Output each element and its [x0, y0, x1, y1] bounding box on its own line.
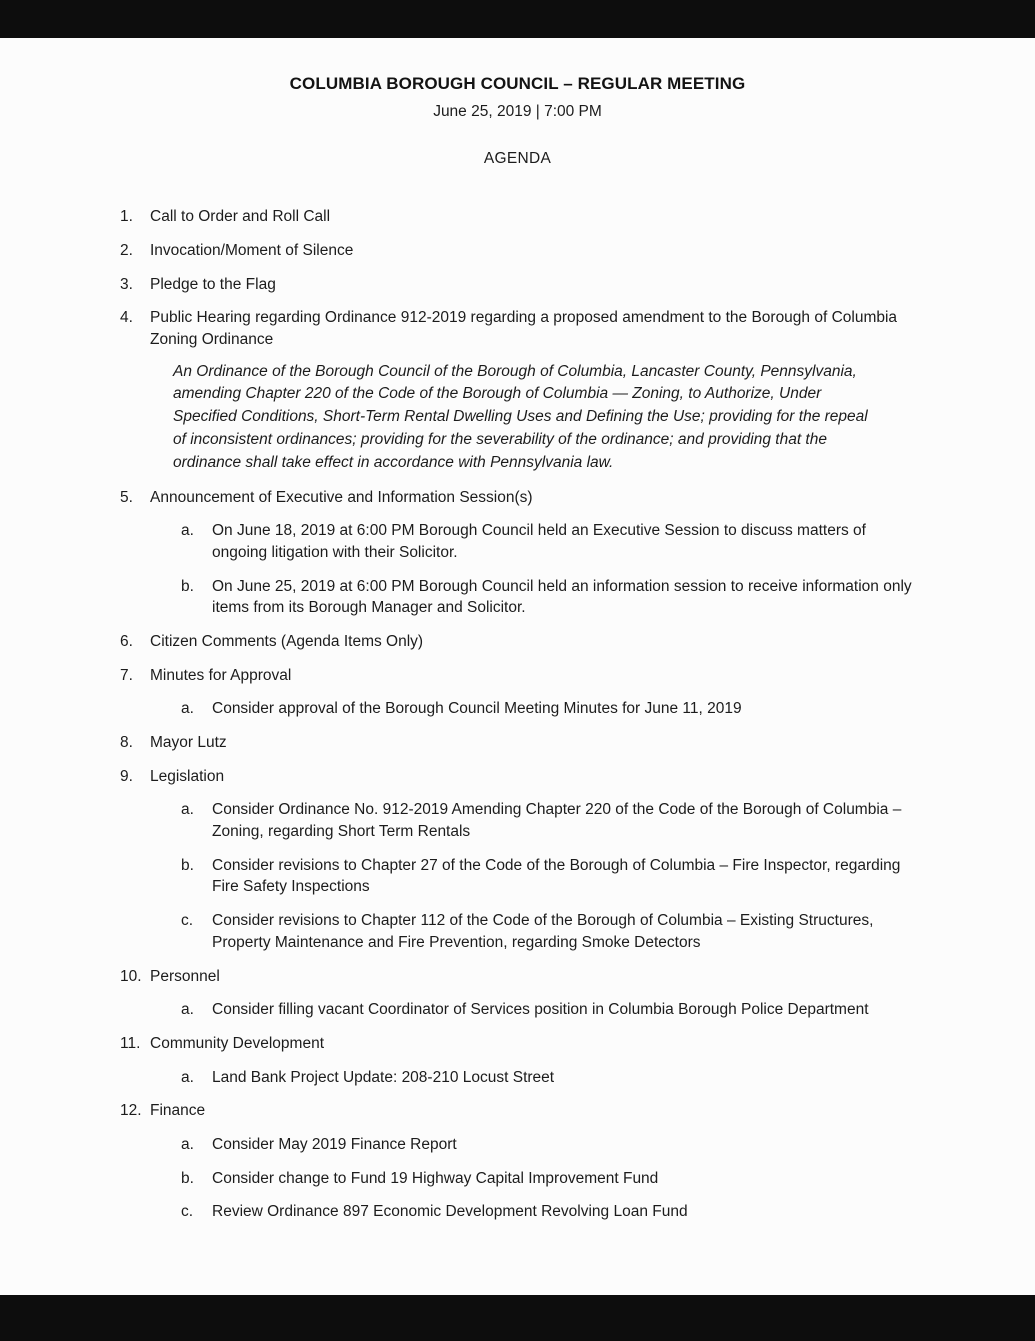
agenda-item [120, 487, 915, 619]
subitem-letter: a. [181, 1135, 194, 1153]
agenda-item [120, 240, 915, 262]
item-text: Announcement of Executive and Information Session(s) [150, 488, 533, 506]
item-text: Citizen Comments (Agenda Items Only) [150, 632, 424, 650]
subitem-letter: b. [181, 856, 194, 874]
item-number: 3. [120, 275, 133, 293]
document-title: COLUMBIA BOROUGH COUNCIL – REGULAR MEETING [289, 74, 746, 93]
item-text: Pledge to the Flag [150, 275, 276, 293]
subitem-text: Land Bank Project Update: 208-210 Locust Street [212, 1068, 555, 1086]
item-text: Mayor Lutz [150, 734, 227, 752]
item-text: Public Hearing regarding Ordinance 912-2019 regarding a proposed amendment to the Borough of Columbia Zoning Ordinance [150, 309, 898, 348]
subitem-letter: b. [181, 1169, 194, 1187]
item-text: Invocation/Moment of Silence [150, 241, 354, 259]
item-text: Legislation [150, 767, 225, 785]
agenda-subitem [181, 520, 915, 563]
item-number: 1. [120, 208, 133, 226]
agenda-subitem [181, 999, 915, 1021]
subitem-letter: b. [181, 577, 194, 595]
item-number: 8. [120, 734, 133, 752]
subitem-text: On June 25, 2019 at 6:00 PM Borough Council held an information session to receive information only items from its Borough Manager and Solicitor. [212, 577, 912, 617]
agenda-subitem [181, 1134, 915, 1156]
agenda-heading: AGENDA [483, 150, 552, 168]
subitem-letter: c. [181, 1203, 194, 1221]
item-text: Finance [150, 1102, 206, 1120]
subitem-letter: c. [181, 912, 194, 930]
item-number: 4. [120, 309, 133, 327]
subitem-letter: a. [181, 1001, 194, 1019]
subitem-letter: a. [181, 700, 194, 718]
item-number: 12. [120, 1102, 142, 1120]
item-number: 10. [120, 967, 142, 985]
item-number: 6. [120, 632, 133, 650]
top-letterbox [0, 0, 1035, 38]
agenda-item [120, 766, 915, 954]
subitem-text: Review Ordinance 897 Economic Development Revolving Loan Fund [212, 1203, 688, 1221]
document-page [0, 38, 1035, 1295]
item-text: Community Development [150, 1034, 325, 1052]
subitem-text: Consider change to Fund 19 Highway Capital Improvement Fund [212, 1169, 659, 1187]
agenda-item [120, 307, 915, 474]
item-text: Personnel [150, 967, 220, 985]
agenda-item [120, 1100, 915, 1223]
agenda-subitem [181, 910, 915, 953]
item-number: 2. [120, 241, 133, 259]
bottom-letterbox [0, 1295, 1035, 1341]
agenda-subitem [181, 855, 915, 898]
agenda-subitem [181, 1168, 915, 1190]
item-text: Call to Order and Roll Call [150, 208, 331, 226]
subitem-letter: a. [181, 522, 194, 540]
agenda-item [120, 1033, 915, 1088]
agenda-subitem [181, 698, 915, 720]
item-text: Minutes for Approval [150, 666, 292, 684]
subitem-letter: a. [181, 1068, 194, 1086]
subitem-text: Consider filling vacant Coordinator of Services position in Columbia Borough Police Department [212, 1001, 869, 1019]
agenda-subitem [181, 799, 915, 842]
agenda-subitem [181, 576, 915, 619]
agenda-subitem [181, 1201, 915, 1223]
subitem-text: Consider revisions to Chapter 27 of the Code of the Borough of Columbia – Fire Inspector, regarding Fire Safety Inspections [212, 856, 901, 896]
item-number: 11. [120, 1034, 141, 1052]
ordinance-note: An Ordinance of the Borough Council of the Borough of Columbia, Lancaster County, Pennsylvania, amending Chapter 220 of the Code of the Borough of Columbia — Zoning, to Authorize, Under Specified Conditions, Short-Term Rental Dwelling Uses and Defining the Use; providing for the repeal of inconsistent ordinances; providing for the severability of the ordinance; and providing that the ordinance shall take effect in accordance with Pennsylvania law. [173, 362, 868, 471]
item-number: 5. [120, 488, 133, 506]
subitem-text: Consider approval of the Borough Council Meeting Minutes for June 11, 2019 [212, 700, 742, 718]
agenda-list [120, 206, 915, 1223]
subitem-letter: a. [181, 801, 194, 819]
agenda-item [120, 631, 915, 653]
agenda-item [120, 206, 915, 228]
agenda-subitem [181, 1067, 915, 1089]
document-datetime: June 25, 2019 | 7:00 PM [433, 102, 602, 120]
subitem-text: Consider revisions to Chapter 112 of the Code of the Borough of Columbia – Existing Structures, Property Maintenance and Fire Prevention, regarding Smoke Detectors [212, 912, 874, 951]
agenda-item [120, 665, 915, 720]
agenda-item [120, 274, 915, 296]
subitem-text: Consider May 2019 Finance Report [212, 1135, 457, 1153]
agenda-item [120, 966, 915, 1021]
agenda-item [120, 732, 915, 754]
subitem-text: On June 18, 2019 at 6:00 PM Borough Council held an Executive Session to discuss matters of ongoing litigation with their Solicitor. [212, 522, 866, 561]
item-number: 7. [120, 666, 133, 684]
subitem-text: Consider Ordinance No. 912-2019 Amending Chapter 220 of the Code of the Borough of Columbia – Zoning, regarding Short Term Rentals [212, 801, 902, 841]
item-number: 9. [120, 767, 133, 785]
